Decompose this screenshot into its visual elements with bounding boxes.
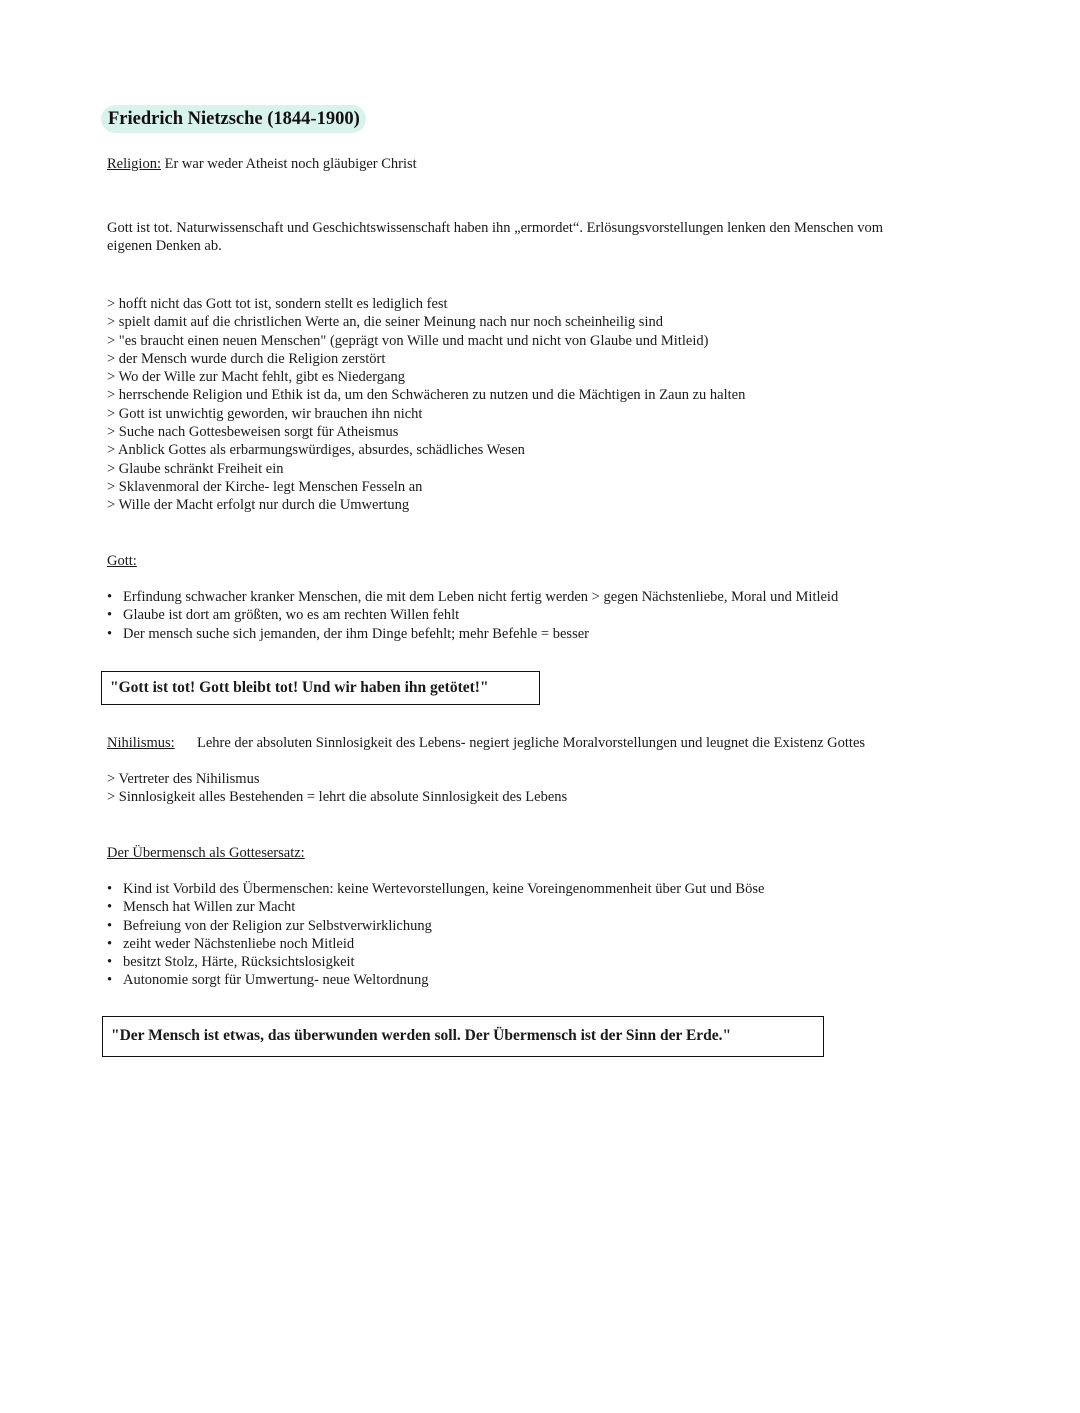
point-item: > Glaube schränkt Freiheit ein <box>107 460 284 477</box>
list-item: • Mensch hat Willen zur Macht <box>107 898 977 916</box>
nihilismus-term: Nihilismus: <box>107 735 175 751</box>
point-item: > Anblick Gottes als erbarmungswürdiges, absurdes, schädliches Wesen <box>107 442 525 459</box>
point-item: > Gott ist unwichtig geworden, wir brauchen ihn nicht <box>107 405 423 422</box>
nihilismus-definition: Lehre der absoluten Sinnlosigkeit des Lebens- negiert jegliche Moralvorstellungen und leugnet die Existenz Gottes <box>197 735 866 751</box>
uebermensch-heading-text: Der Übermensch als Gottesersatz: <box>107 845 305 861</box>
point-item: > spielt damit auf die christlichen Werte an, die seiner Meinung nach nur noch scheinheilig sind <box>107 314 663 331</box>
intro-line: eigenen Denken ab. <box>107 238 222 255</box>
religion-text: Er war weder Atheist noch gläubiger Christ <box>160 156 417 172</box>
intro-paragraph <box>107 219 977 256</box>
page-title: Friedrich Nietzsche (1844-1900) <box>101 105 366 133</box>
point-item: > der Mensch wurde durch die Religion zerstört <box>107 350 386 367</box>
list-item: • Autonomie sorgt für Umwertung- neue Weltordnung <box>107 971 977 989</box>
point-item: > Suche nach Gottesbeweisen sorgt für Atheismus <box>107 424 399 441</box>
list-item: • zeiht weder Nächstenliebe noch Mitleid <box>107 935 977 953</box>
point-item: > Sklavenmoral der Kirche- legt Menschen Fesseln an <box>107 478 423 495</box>
gott-heading-text: Gott: <box>107 553 137 569</box>
intro-line: Gott ist tot. Naturwissenschaft und Geschichtswissenschaft haben ihn „ermordet“. Erlösungsvorstellungen lenken den Menschen vom <box>107 220 883 236</box>
point-item: > hofft nicht das Gott tot ist, sondern stellt es lediglich fest <box>107 296 448 312</box>
list-item: • besitzt Stolz, Härte, Rücksichtslosigkeit <box>107 953 977 971</box>
quote-text: "Der Mensch ist etwas, das überwunden werden soll. Der Übermensch ist der Sinn der Erde." <box>111 1027 732 1045</box>
point-item: > herrschende Religion und Ethik ist da, um den Schwächeren zu nutzen und die Mächtigen in Zaun zu halten <box>107 387 746 404</box>
religion-label: Religion: <box>107 156 161 172</box>
list-item: • Befreiung von der Religion zur Selbstverwirklichung <box>107 917 977 935</box>
list-item: • Der mensch suche sich jemanden, der ihm Dinge befehlt; mehr Befehle = besser <box>107 625 977 643</box>
religion-line <box>107 155 977 173</box>
point-item: > "es braucht einen neuen Menschen" (geprägt von Wille und macht und nicht von Glaube und Mitleid) <box>107 332 709 349</box>
quote-box-1 <box>101 671 540 705</box>
title-wrap <box>101 105 366 133</box>
quote-text: "Gott ist tot! Gott bleibt tot! Und wir haben ihn getötet!" <box>110 678 489 696</box>
nihilismus-line <box>107 734 977 752</box>
uebermensch-list <box>107 880 977 990</box>
uebermensch-heading <box>107 844 977 862</box>
point-item: > Sinnlosigkeit alles Bestehenden = lehrt die absolute Sinnlosigkeit des Lebens <box>107 789 568 806</box>
quote-box-2 <box>102 1016 824 1057</box>
list-item: • Glaube ist dort am größten, wo es am rechten Willen fehlt <box>107 606 977 624</box>
points-list <box>107 295 977 515</box>
point-item: > Vertreter des Nihilismus <box>107 771 260 787</box>
point-item: > Wille der Macht erfolgt nur durch die Umwertung <box>107 497 410 514</box>
gott-heading <box>107 552 977 570</box>
list-item: • Erfindung schwacher kranker Menschen, die mit dem Leben nicht fertig werden > gegen Nächstenliebe, Moral und Mitleid <box>107 588 977 606</box>
point-item: > Wo der Wille zur Macht fehlt, gibt es Niedergang <box>107 369 405 386</box>
list-item: • Kind ist Vorbild des Übermenschen: keine Wertevorstellungen, keine Voreingenommenheit über Gut und Böse <box>107 880 977 898</box>
nihilismus-points <box>107 770 977 807</box>
gott-list <box>107 588 977 643</box>
